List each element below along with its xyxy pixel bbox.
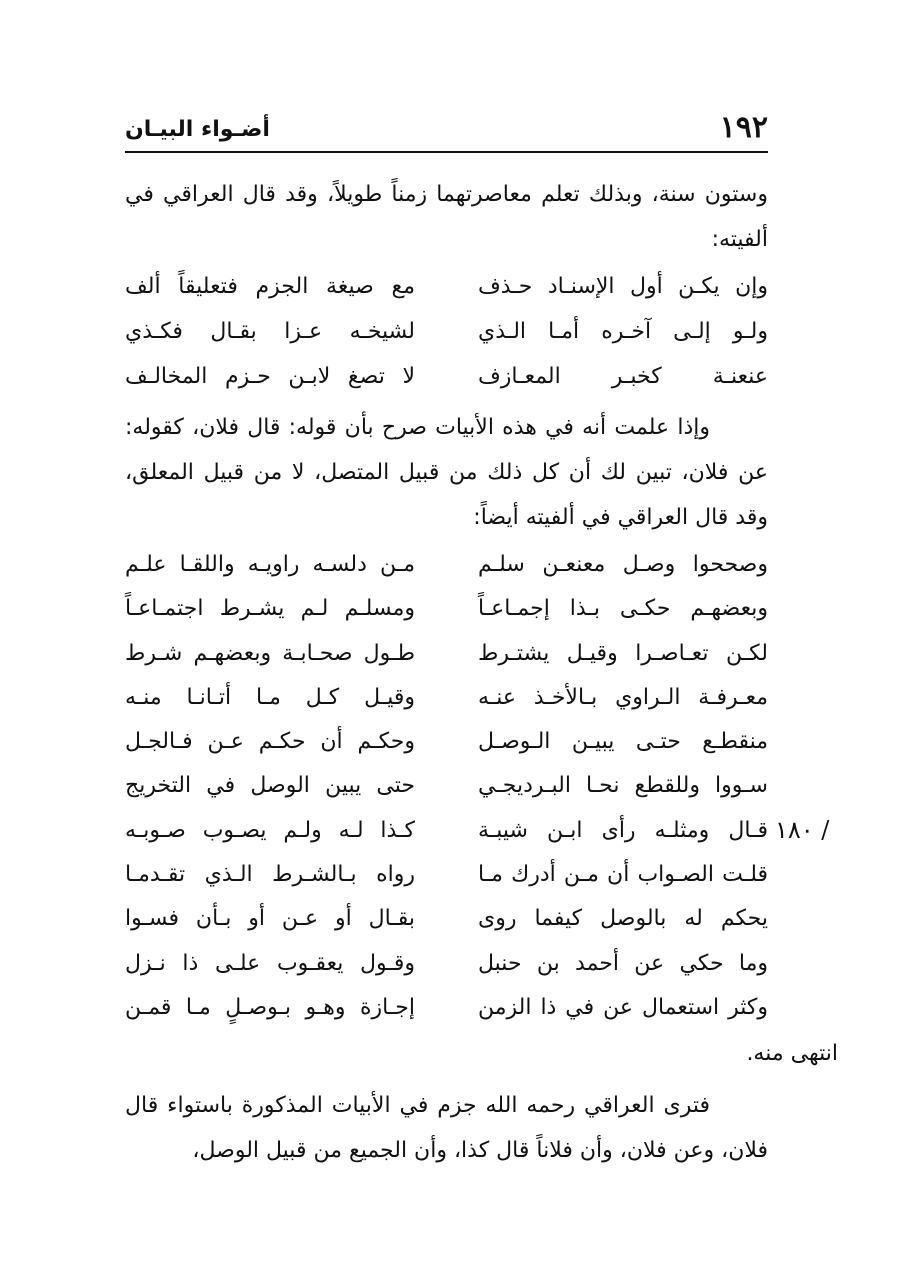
verse-second-hemistich: رواه بـالشـرط الـذي تقـدمـا bbox=[125, 862, 415, 888]
verse-first-hemistich: وصححوا وصـل معنعـن سلـم bbox=[478, 552, 768, 577]
margin-page-marker: ١٨٠ / bbox=[775, 815, 830, 844]
verse-second-hemistich: بقـال أو عـن أو بـأن فسـوا bbox=[125, 906, 415, 932]
verse-second-hemistich: إجـازة وهـو بـوصـلٍ مـا قمـن bbox=[125, 994, 415, 1020]
verse-second-hemistich: كـذا لـه ولـم يصـوب صـوبـه bbox=[125, 817, 415, 843]
verse-first-hemistich: يحكم له بالوصل كيفما روى bbox=[478, 906, 768, 932]
verse-first-hemistich: وما حكي عن أحمد بن حنبل bbox=[478, 950, 768, 976]
verse-first-hemistich: وإن يكـن أول الإسنـاد حـذف bbox=[478, 274, 768, 299]
verse-first-hemistich: وكثر استعمال عن في ذا الزمن bbox=[478, 994, 768, 1020]
verse-first-hemistich: ولـو إلـى آخـره أمـا الـذي bbox=[478, 319, 768, 344]
verse bbox=[125, 852, 768, 896]
verse-first-hemistich: لكـن تعـاصـرا وقيـل يشتـرط bbox=[478, 640, 768, 666]
verse-first-hemistich: منقطـع حتـى يبيـن الـوصـل bbox=[478, 729, 768, 755]
verse-first-hemistich: سـووا وللقطع نحـا البـرديجـي bbox=[478, 773, 768, 799]
verse-second-hemistich: وحكـم أن حكـم عـن فـالجـل bbox=[125, 729, 415, 755]
verse-second-hemistich: ومسلـم لـم يشـرط اجتمـاعـاً bbox=[125, 596, 415, 622]
header-rule bbox=[125, 151, 768, 153]
verse bbox=[125, 763, 768, 807]
paragraph-1: وستون سنة، وبذلك تعلم معاصرتهما زمناً طويلاً، وقد قال العراقي في ألفيته: bbox=[125, 182, 768, 252]
verse bbox=[125, 719, 768, 763]
verse-first-hemistich: وبعضهـم حكـى بـذا إجمـاعـاً bbox=[478, 596, 768, 622]
verse-first-hemistich: معـرفـة الـراوي بـالأخـذ عنـه bbox=[478, 684, 768, 710]
verse-second-hemistich: وقيـل كـل مـا أتـانـا منـه bbox=[125, 684, 415, 710]
verse bbox=[125, 542, 768, 586]
book-title: أضـواء البيـان bbox=[125, 117, 270, 142]
verse bbox=[125, 896, 768, 940]
verse-second-hemistich: لشيخـه عـزا بقـال فكـذي bbox=[125, 319, 415, 344]
verse bbox=[125, 808, 830, 852]
paragraph-2: وإذا علمت أنه في هذه الأبيات صرح بأن قوله: قال فلان، كقوله: عن فلان، تبين لك أن كل ذلك من قبيل المتصل، لا من قبيل المعلق، وقد قال العراقي في ألفيته أيضاً: bbox=[125, 415, 768, 530]
verse-second-hemistich: مع صيغة الجزم فتعليقاً ألف bbox=[125, 274, 415, 299]
verse bbox=[125, 631, 768, 675]
poem-2 bbox=[125, 542, 830, 1029]
verse-first-hemistich: عنعنـة كخبـر المعـازف bbox=[478, 364, 768, 389]
verse bbox=[125, 309, 768, 354]
verse bbox=[125, 264, 768, 309]
verse-second-hemistich: حتى يبين الوصل في التخريج bbox=[125, 773, 415, 799]
poem-1 bbox=[125, 264, 768, 399]
verse bbox=[125, 985, 768, 1029]
verse-second-hemistich: مـن دلسـه راويـه واللقـا علـم bbox=[125, 552, 415, 577]
verse bbox=[125, 941, 768, 985]
verse-second-hemistich: وقـول يعقـوب علـى ذا نـزل bbox=[125, 950, 415, 976]
verse-first-hemistich: قـال ومثلـه رأى ابـن شيبـة bbox=[478, 817, 768, 843]
verse-second-hemistich: لا تصغ لابـن حـزم المخالـف bbox=[125, 364, 415, 389]
page-number: ١٩٢ bbox=[719, 110, 768, 145]
page-header bbox=[125, 108, 768, 152]
paragraph-3: فترى العراقي رحمه الله جزم في الأبيات المذكورة باستواء قال فلان، وعن فلان، وأن فلاناً قال كذا، وأن الجميع من قبيل الوصل، bbox=[125, 1093, 768, 1163]
verse bbox=[125, 675, 768, 719]
verse bbox=[125, 354, 768, 399]
verse-first-hemistich: قلـت الصـواب أن مـن أدرك مـا bbox=[478, 862, 768, 888]
quote-end-note: انتهى منه. bbox=[746, 1041, 838, 1066]
verse bbox=[125, 586, 768, 630]
verse-second-hemistich: طـول صحـابـة وبعضهـم شـرط bbox=[125, 640, 415, 666]
